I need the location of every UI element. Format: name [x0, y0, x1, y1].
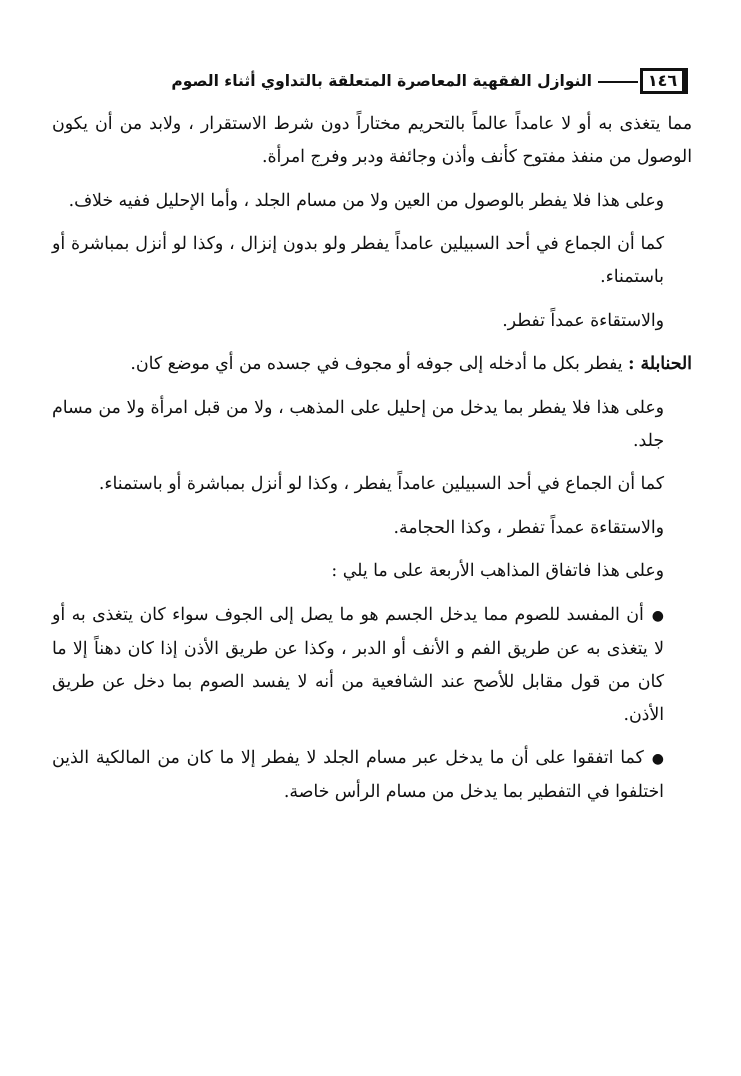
paragraph-text: كما أن الجماع في أحد السبيلين عامداً يفطر ولو بدون إنزال ، وكذا لو أنزل بمباشرة أو باستمناء. [52, 234, 664, 287]
paragraph-text: كما اتفقوا على أن ما يدخل عبر مسام الجلد لا يفطر إلا ما كان من المالكية الذين اختلفوا في التفطير بما يدخل من مسام الرأس خاصة. [52, 748, 664, 802]
madhhab-heading: الحنابلة : [628, 354, 692, 374]
page-number-box [640, 68, 688, 94]
bullet-item [52, 742, 692, 809]
paragraph [52, 185, 692, 218]
paragraph [52, 468, 692, 501]
paragraph [52, 108, 692, 174]
running-title: النوازل الفقهية المعاصرة المتعلقة بالتداوي أثناء الصوم [171, 72, 592, 90]
paragraph-text: وعلى هذا فاتفاق المذاهب الأربعة على ما يلي : [331, 561, 664, 581]
paragraph-text: والاستقاءة عمداً تفطر. [502, 310, 664, 331]
paragraph [52, 392, 692, 458]
paragraph-text: يفطر بكل ما أدخله إلى جوفه أو مجوف في جسده من أي موضع كان. [130, 354, 629, 374]
paragraph [52, 348, 692, 381]
bullet-icon: ● [651, 751, 664, 767]
paragraph [52, 512, 692, 545]
body-text [52, 108, 692, 820]
page-number: ١٤٦ [647, 71, 678, 90]
paragraph [52, 305, 692, 338]
bullet-item [52, 599, 692, 732]
paragraph-text: كما أن الجماع في أحد السبيلين عامداً يفطر ، وكذا لو أنزل بمباشرة أو باستمناء. [98, 474, 664, 494]
paragraph [52, 228, 692, 294]
paragraph-text: وعلى هذا فلا يفطر بما يدخل من إحليل على المذهب ، ولا من قبل امرأة ولا من مسام جلد. [52, 397, 664, 451]
header-rule [598, 81, 638, 83]
paragraph-text: والاستقاءة عمداً تفطر ، وكذا الحجامة. [393, 517, 664, 538]
paragraph-text: وعلى هذا فلا يفطر بالوصول من العين ولا من مسام الجلد ، وأما الإحليل ففيه خلاف. [68, 190, 664, 211]
paragraph-text: مما يتغذى به أو لا عامداً عالماً بالتحريم مختاراً دون شرط الاستقرار ، ولابد من أن يكون الوصول من منفذ مفتوح كأنف وأذن وجائفة ودبر وفرج امرأة. [52, 114, 692, 167]
running-header [70, 68, 688, 98]
bullet-icon: ● [651, 607, 664, 624]
paragraph [52, 555, 692, 588]
paragraph-text: أن المفسد للصوم مما يدخل الجسم هو ما يصل إلى الجوف سواء كان يتغذى به أو لا يتغذى به عن طريق الفم و الأنف أو الدبر ، وكذا عن طريق الأذن إذا كان دهناً إلا ما كان من قول مقابل للأصح عند الشافعية من أنه لا يفسد الصوم بما دخل عن طريق الأذن. [52, 604, 664, 725]
